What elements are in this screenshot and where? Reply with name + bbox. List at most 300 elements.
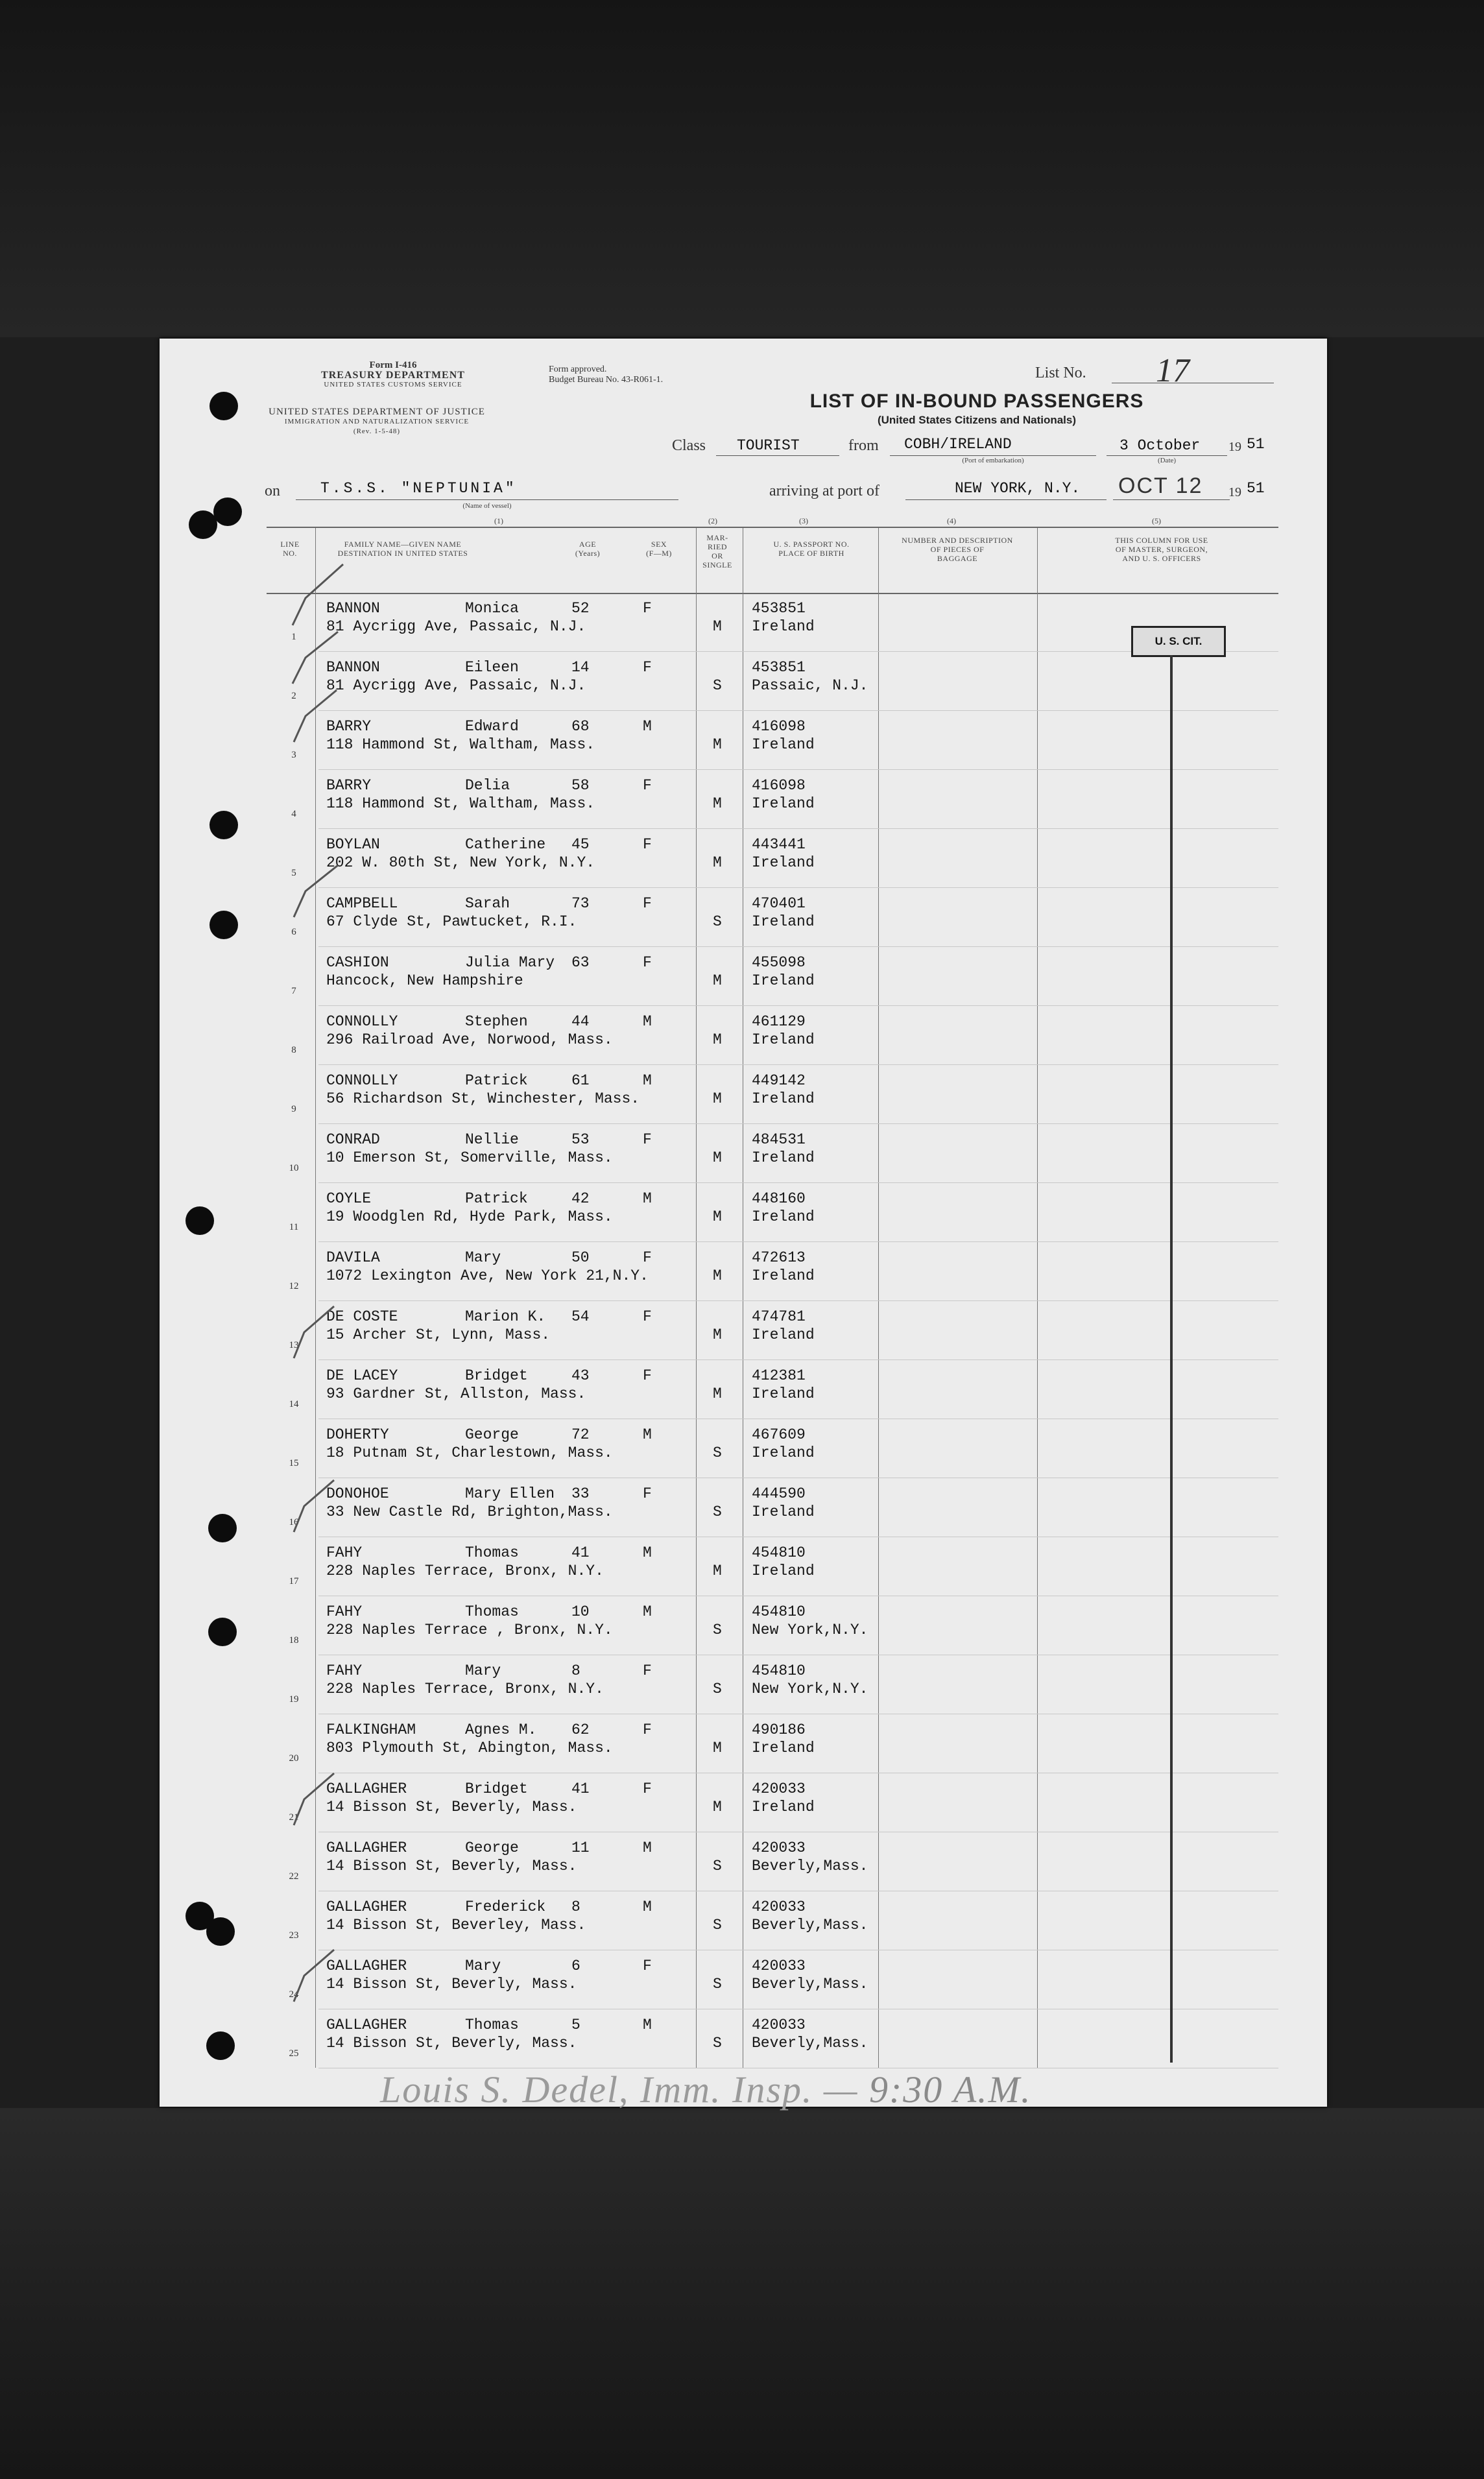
passenger-age: 53 [571, 1131, 590, 1148]
revision-date: (Rev. 1-5-48) [353, 427, 401, 435]
passenger-destination: 56 Richardson St, Winchester, Mass. [326, 1090, 640, 1107]
passport-number: 454810 [752, 1544, 806, 1561]
embarkation-port: COBH/IRELAND [904, 436, 1012, 453]
on-label: on [265, 483, 280, 499]
passenger-sex: M [643, 1190, 652, 1207]
embarkation-caption: (Port of embarkation) [962, 457, 1024, 464]
departure-century: 19 [1228, 440, 1241, 454]
passenger-table [267, 527, 1278, 2068]
passport-number: 453851 [752, 600, 806, 617]
passport-number: 449142 [752, 1072, 806, 1089]
table-row [267, 1714, 1278, 1773]
place-of-birth: Ireland [752, 1444, 815, 1461]
vessel-caption: (Name of vessel) [462, 502, 512, 510]
passenger-family-name: FAHY [326, 1603, 363, 1620]
passport-number: 474781 [752, 1308, 806, 1325]
passport-number: 420033 [752, 1898, 806, 1915]
passenger-given-name: Bridget [465, 1780, 528, 1797]
column-number-5: (5) [1152, 516, 1161, 525]
form-identification [263, 361, 523, 390]
passport-number: 461129 [752, 1013, 806, 1030]
passenger-sex: F [643, 600, 652, 617]
passenger-given-name: Eileen [465, 659, 519, 676]
line-number: 17 [289, 1576, 299, 1587]
punch-hole [213, 497, 242, 526]
passenger-family-name: COYLE [326, 1190, 372, 1207]
line-number: 5 [291, 868, 296, 878]
table-row [267, 1478, 1278, 1537]
passenger-given-name: Thomas [465, 2017, 519, 2033]
line-number: 9 [291, 1104, 296, 1114]
passenger-given-name: Patrick [465, 1072, 528, 1089]
passenger-marital: M [713, 1090, 722, 1107]
budget-approval [549, 365, 663, 385]
passenger-given-name: Bridget [465, 1367, 528, 1384]
passenger-family-name: DE COSTE [326, 1308, 398, 1325]
table-row [267, 829, 1278, 888]
passenger-marital: S [713, 1858, 722, 1874]
passenger-age: 5 [571, 2017, 580, 2033]
header-age: AGE (Years) [575, 540, 601, 558]
place-of-birth: Ireland [752, 913, 815, 930]
line-number: 6 [291, 927, 296, 937]
passenger-destination: 81 Aycrigg Ave, Passaic, N.J. [326, 618, 586, 635]
passenger-marital: S [713, 1444, 722, 1461]
passenger-age: 72 [571, 1426, 590, 1443]
table-row [267, 652, 1278, 711]
vessel-underline [296, 499, 678, 500]
passenger-marital: M [713, 795, 722, 812]
passenger-destination: 14 Bisson St, Beverly, Mass. [326, 1858, 577, 1874]
line-number: 7 [291, 986, 296, 996]
passenger-given-name: Agnes M. [465, 1721, 537, 1738]
passenger-family-name: FAHY [326, 1662, 363, 1679]
passenger-sex: M [643, 1426, 652, 1443]
arrival-date: OCT 12 [1118, 473, 1203, 498]
punch-hole [208, 1618, 237, 1646]
passenger-age: 42 [571, 1190, 590, 1207]
place-of-birth: Ireland [752, 1503, 815, 1520]
passenger-sex: M [643, 718, 652, 735]
place-of-birth: Ireland [752, 795, 815, 812]
from-label: from [848, 437, 879, 454]
passenger-age: 58 [571, 777, 590, 794]
punch-hole [208, 1514, 237, 1542]
place-of-birth: Ireland [752, 1740, 815, 1756]
place-of-birth: Beverly,Mass. [752, 1976, 868, 1993]
punch-hole [209, 911, 238, 939]
vessel-name: T.S.S. "NEPTUNIA" [320, 480, 517, 497]
passenger-given-name: George [465, 1839, 519, 1856]
place-of-birth: Ireland [752, 854, 815, 871]
form-number: Form I-416 [369, 360, 417, 370]
passenger-age: 10 [571, 1603, 590, 1620]
arrival-port-underline [905, 499, 1107, 500]
passenger-destination: 67 Clyde St, Pawtucket, R.I. [326, 913, 577, 930]
place-of-birth: New York,N.Y. [752, 1622, 868, 1638]
list-number: 17 [1156, 352, 1190, 389]
line-number: 13 [289, 1340, 299, 1350]
passenger-marital: M [713, 854, 722, 871]
passenger-family-name: BOYLAN [326, 836, 380, 853]
punch-hole [186, 1206, 214, 1235]
table-row [267, 1242, 1278, 1301]
immigration-service: IMMIGRATION AND NATURALIZATION SERVICE [284, 418, 470, 425]
passport-number: 420033 [752, 1780, 806, 1797]
passenger-marital: M [713, 1149, 722, 1166]
from-underline [890, 455, 1096, 456]
passenger-destination: 19 Woodglen Rd, Hyde Park, Mass. [326, 1208, 613, 1225]
line-number: 4 [291, 809, 296, 819]
passenger-given-name: Julia Mary [465, 954, 555, 971]
passenger-family-name: BANNON [326, 600, 380, 617]
line-number: 20 [289, 1753, 299, 1764]
line-number: 8 [291, 1045, 296, 1055]
passenger-sex: M [643, 1072, 652, 1089]
table-row [267, 1832, 1278, 1891]
passenger-sex: F [643, 1780, 652, 1797]
passenger-given-name: Marion K. [465, 1308, 546, 1325]
passenger-marital: M [713, 736, 722, 753]
place-of-birth: Beverly,Mass. [752, 1858, 868, 1874]
justice-department: UNITED STATES DEPARTMENT OF JUSTICE [269, 407, 485, 417]
punch-hole [209, 392, 238, 420]
page-subtitle: (United States Citizens and Nationals) [877, 414, 1077, 426]
passenger-destination: 202 W. 80th St, New York, N.Y. [326, 854, 595, 871]
passenger-marital: M [713, 1385, 722, 1402]
place-of-birth: Ireland [752, 1326, 815, 1343]
line-number: 2 [291, 691, 296, 701]
passenger-destination: 15 Archer St, Lynn, Mass. [326, 1326, 551, 1343]
line-number: 12 [289, 1281, 299, 1291]
line-number: 23 [289, 1930, 299, 1941]
place-of-birth: Ireland [752, 1149, 815, 1166]
passenger-destination: 93 Gardner St, Allston, Mass. [326, 1385, 586, 1402]
place-of-birth: Ireland [752, 1208, 815, 1225]
table-row [267, 593, 1278, 652]
passenger-marital: S [713, 913, 722, 930]
passenger-age: 52 [571, 600, 590, 617]
passenger-given-name: Thomas [465, 1603, 519, 1620]
passenger-age: 41 [571, 1544, 590, 1561]
header-name: FAMILY NAME—GIVEN NAME DESTINATION IN UNITED STATES [337, 540, 468, 558]
place-of-birth: Ireland [752, 1031, 815, 1048]
passenger-destination: 1072 Lexington Ave, New York 21,N.Y. [326, 1267, 649, 1284]
passenger-age: 6 [571, 1958, 580, 1974]
passenger-sex: F [643, 836, 652, 853]
place-of-birth: Ireland [752, 736, 815, 753]
passenger-destination: 118 Hammond St, Waltham, Mass. [326, 736, 595, 753]
passport-number: 455098 [752, 954, 806, 971]
date-caption: (Date) [1157, 457, 1177, 464]
passenger-given-name: Thomas [465, 1544, 519, 1561]
passenger-destination: 10 Emerson St, Somerville, Mass. [326, 1149, 613, 1166]
passenger-sex: M [643, 1544, 652, 1561]
table-row [267, 1773, 1278, 1832]
passenger-destination: 14 Bisson St, Beverly, Mass. [326, 1976, 577, 1993]
line-number: 16 [289, 1517, 299, 1527]
line-number: 24 [289, 1989, 299, 2000]
passenger-sex: F [643, 895, 652, 912]
passenger-family-name: GALLAGHER [326, 1898, 407, 1915]
departure-year: 51 [1247, 436, 1265, 453]
place-of-birth: Ireland [752, 1799, 815, 1815]
page-title: LIST OF IN-BOUND PASSENGERS [809, 390, 1144, 412]
passenger-family-name: BARRY [326, 718, 372, 735]
passenger-family-name: DE LACEY [326, 1367, 398, 1384]
place-of-birth: New York,N.Y. [752, 1681, 868, 1697]
passenger-sex: F [643, 777, 652, 794]
column-number-3: (3) [799, 516, 808, 525]
passenger-marital: M [713, 972, 722, 989]
passenger-family-name: FAHY [326, 1544, 363, 1561]
line-number: 1 [291, 632, 296, 642]
passenger-family-name: DOHERTY [326, 1426, 389, 1443]
passenger-family-name: GALLAGHER [326, 1958, 407, 1974]
passenger-given-name: Patrick [465, 1190, 528, 1207]
arriving-label: arriving at port of [769, 483, 880, 499]
passenger-given-name: Delia [465, 777, 510, 794]
passenger-sex: F [643, 659, 652, 676]
class-value: TOURIST [737, 437, 800, 454]
passenger-given-name: Edward [465, 718, 519, 735]
passenger-marital: M [713, 1799, 722, 1815]
passenger-destination: 228 Naples Terrace, Bronx, N.Y. [326, 1563, 604, 1579]
passenger-destination: 14 Bisson St, Beverley, Mass. [326, 1917, 586, 1934]
header-passport: U. S. PASSPORT NO. PLACE OF BIRTH [773, 540, 850, 558]
passenger-sex: M [643, 2017, 652, 2033]
table-row [267, 1006, 1278, 1065]
header-line-no: LINE NO. [280, 540, 300, 558]
passenger-marital: M [713, 1326, 722, 1343]
passenger-given-name: George [465, 1426, 519, 1443]
passenger-age: 68 [571, 718, 590, 735]
passenger-marital: M [713, 1563, 722, 1579]
passenger-given-name: Catherine [465, 836, 546, 853]
passenger-family-name: CASHION [326, 954, 389, 971]
scan-border-bottom [0, 2108, 1484, 2479]
passenger-family-name: GALLAGHER [326, 1839, 407, 1856]
passenger-destination: 803 Plymouth St, Abington, Mass. [326, 1740, 613, 1756]
passenger-marital: M [713, 1031, 722, 1048]
approval-line-2: Budget Bureau No. 43-R061-1. [549, 375, 664, 385]
passport-number: 472613 [752, 1249, 806, 1266]
passenger-age: 43 [571, 1367, 590, 1384]
passenger-marital: M [713, 1208, 722, 1225]
header-baggage: NUMBER AND DESCRIPTION OF PIECES OF BAGGAGE [902, 536, 1013, 563]
passenger-family-name: GALLAGHER [326, 2017, 407, 2033]
passenger-destination: Hancock, New Hampshire [326, 972, 523, 989]
passenger-destination: 33 New Castle Rd, Brighton,Mass. [326, 1503, 613, 1520]
table-header [267, 528, 1278, 594]
passenger-sex: F [643, 1662, 652, 1679]
place-of-birth: Beverly,Mass. [752, 2035, 868, 2052]
passenger-sex: M [643, 1839, 652, 1856]
passenger-age: 54 [571, 1308, 590, 1325]
place-of-birth: Ireland [752, 1563, 815, 1579]
passenger-given-name: Nellie [465, 1131, 519, 1148]
line-number: 21 [289, 1812, 299, 1823]
passenger-marital: M [713, 618, 722, 635]
passenger-age: 62 [571, 1721, 590, 1738]
place-of-birth: Ireland [752, 1267, 815, 1284]
passport-number: 448160 [752, 1190, 806, 1207]
line-number: 14 [289, 1399, 299, 1409]
place-of-birth: Beverly,Mass. [752, 1917, 868, 1934]
punch-hole [189, 510, 217, 539]
line-number: 19 [289, 1694, 299, 1705]
passenger-age: 45 [571, 836, 590, 853]
passenger-given-name: Stephen [465, 1013, 528, 1030]
line-number: 3 [291, 750, 296, 760]
passport-number: 484531 [752, 1131, 806, 1148]
passenger-marital: M [713, 1740, 722, 1756]
arrival-port: NEW YORK, N.Y. [955, 480, 1081, 497]
passenger-family-name: GALLAGHER [326, 1780, 407, 1797]
place-of-birth: Ireland [752, 1090, 815, 1107]
passenger-marital: S [713, 1622, 722, 1638]
passport-number: 416098 [752, 777, 806, 794]
passenger-sex: F [643, 1958, 652, 1974]
place-of-birth: Ireland [752, 618, 815, 635]
passenger-sex: F [643, 1131, 652, 1148]
passport-number: 420033 [752, 1839, 806, 1856]
passenger-given-name: Monica [465, 600, 519, 617]
passenger-destination: 228 Naples Terrace , Bronx, N.Y. [326, 1622, 613, 1638]
passenger-marital: M [713, 1267, 722, 1284]
class-underline [716, 455, 839, 456]
passenger-marital: S [713, 2035, 722, 2052]
table-row [267, 888, 1278, 947]
passenger-sex: F [643, 954, 652, 971]
table-row [267, 2009, 1278, 2068]
line-number: 11 [289, 1222, 299, 1232]
arrival-year: 51 [1247, 480, 1265, 497]
line-number: 22 [289, 1871, 299, 1882]
passenger-age: 14 [571, 659, 590, 676]
passenger-sex: F [643, 1308, 652, 1325]
stamp-ditto-line [1170, 655, 1173, 2063]
passenger-marital: S [713, 1503, 722, 1520]
class-label: Class [672, 437, 706, 454]
line-number: 18 [289, 1635, 299, 1646]
customs-service: UNITED STATES CUSTOMS SERVICE [324, 381, 462, 389]
passenger-given-name: Mary [465, 1662, 501, 1679]
document-title-block [808, 390, 1145, 427]
signature-text: Louis S. Dedel, Imm. Insp. [380, 2068, 813, 2111]
passenger-family-name: CONNOLLY [326, 1072, 398, 1089]
passenger-destination: 14 Bisson St, Beverly, Mass. [326, 2035, 577, 2052]
passenger-sex: M [643, 1013, 652, 1030]
treasury-department: TREASURY DEPARTMENT [321, 370, 465, 381]
passenger-given-name: Mary Ellen [465, 1485, 555, 1502]
arrival-century: 19 [1228, 485, 1241, 499]
passenger-family-name: DONOHOE [326, 1485, 389, 1502]
passport-number: 454810 [752, 1662, 806, 1679]
passenger-family-name: FALKINGHAM [326, 1721, 416, 1738]
punch-hole [209, 811, 238, 839]
passport-number: 490186 [752, 1721, 806, 1738]
passenger-given-name: Frederick [465, 1898, 546, 1915]
date-underline [1107, 455, 1227, 456]
passport-number: 416098 [752, 718, 806, 735]
passenger-age: 63 [571, 954, 590, 971]
passenger-family-name: DAVILA [326, 1249, 380, 1266]
passenger-sex: F [643, 1249, 652, 1266]
table-row [267, 770, 1278, 829]
header-marital: MAR- RIED OR SINGLE [702, 533, 732, 569]
punch-hole [206, 1917, 235, 1946]
table-row [267, 1183, 1278, 1242]
passport-number: 420033 [752, 1958, 806, 1974]
justice-identification [263, 407, 490, 437]
passenger-sex: M [643, 1898, 652, 1915]
passenger-age: 8 [571, 1662, 580, 1679]
table-row [267, 1419, 1278, 1478]
table-row [267, 947, 1278, 1006]
passport-number: 444590 [752, 1485, 806, 1502]
passenger-age: 50 [571, 1249, 590, 1266]
table-row [267, 1655, 1278, 1714]
passenger-destination: 228 Naples Terrace, Bronx, N.Y. [326, 1681, 604, 1697]
line-number: 15 [289, 1458, 299, 1468]
passport-number: 443441 [752, 836, 806, 853]
passenger-given-name: Sarah [465, 895, 510, 912]
passport-number: 453851 [752, 659, 806, 676]
table-row [267, 711, 1278, 770]
passenger-marital: S [713, 677, 722, 694]
table-row [267, 1301, 1278, 1360]
passport-number: 412381 [752, 1367, 806, 1384]
column-number-2: (2) [708, 516, 717, 525]
passenger-age: 61 [571, 1072, 590, 1089]
passenger-sex: F [643, 1485, 652, 1502]
passenger-destination: 296 Railroad Ave, Norwood, Mass. [326, 1031, 613, 1048]
citizenship-stamp: U. S. CIT. [1131, 626, 1226, 657]
passenger-marital: S [713, 1917, 722, 1934]
scan-border-top [0, 0, 1484, 337]
passenger-destination: 118 Hammond St, Waltham, Mass. [326, 795, 595, 812]
passenger-family-name: BARRY [326, 777, 372, 794]
passenger-marital: S [713, 1681, 722, 1697]
passenger-family-name: CONNOLLY [326, 1013, 398, 1030]
table-row [267, 1360, 1278, 1419]
inspection-time: 9:30 A.M. [868, 2068, 1032, 2111]
line-number: 10 [289, 1163, 299, 1173]
table-row [267, 1537, 1278, 1596]
inspector-signature: Louis S. Dedel, Imm. Insp. — 9:30 A.M. [380, 2068, 1032, 2111]
table-row [267, 1891, 1278, 1950]
column-number-4: (4) [947, 516, 956, 525]
table-row [267, 1065, 1278, 1124]
list-no-label: List No. [1035, 365, 1086, 381]
passenger-age: 73 [571, 895, 590, 912]
passenger-destination: 81 Aycrigg Ave, Passaic, N.J. [326, 677, 586, 694]
passenger-age: 41 [571, 1780, 590, 1797]
passenger-family-name: CONRAD [326, 1131, 380, 1148]
table-row [267, 1950, 1278, 2009]
approval-line-1: Form approved. [549, 365, 607, 374]
departure-date: 3 October [1119, 437, 1201, 454]
arrival-date-underline [1113, 499, 1230, 500]
passenger-family-name: CAMPBELL [326, 895, 398, 912]
passenger-sex: M [643, 1603, 652, 1620]
header-official-use: THIS COLUMN FOR USE OF MASTER, SURGEON, AND U. S. OFFICERS [1115, 536, 1208, 563]
passport-number: 467609 [752, 1426, 806, 1443]
passenger-family-name: BANNON [326, 659, 380, 676]
passport-number: 470401 [752, 895, 806, 912]
passenger-destination: 14 Bisson St, Beverly, Mass. [326, 1799, 577, 1815]
